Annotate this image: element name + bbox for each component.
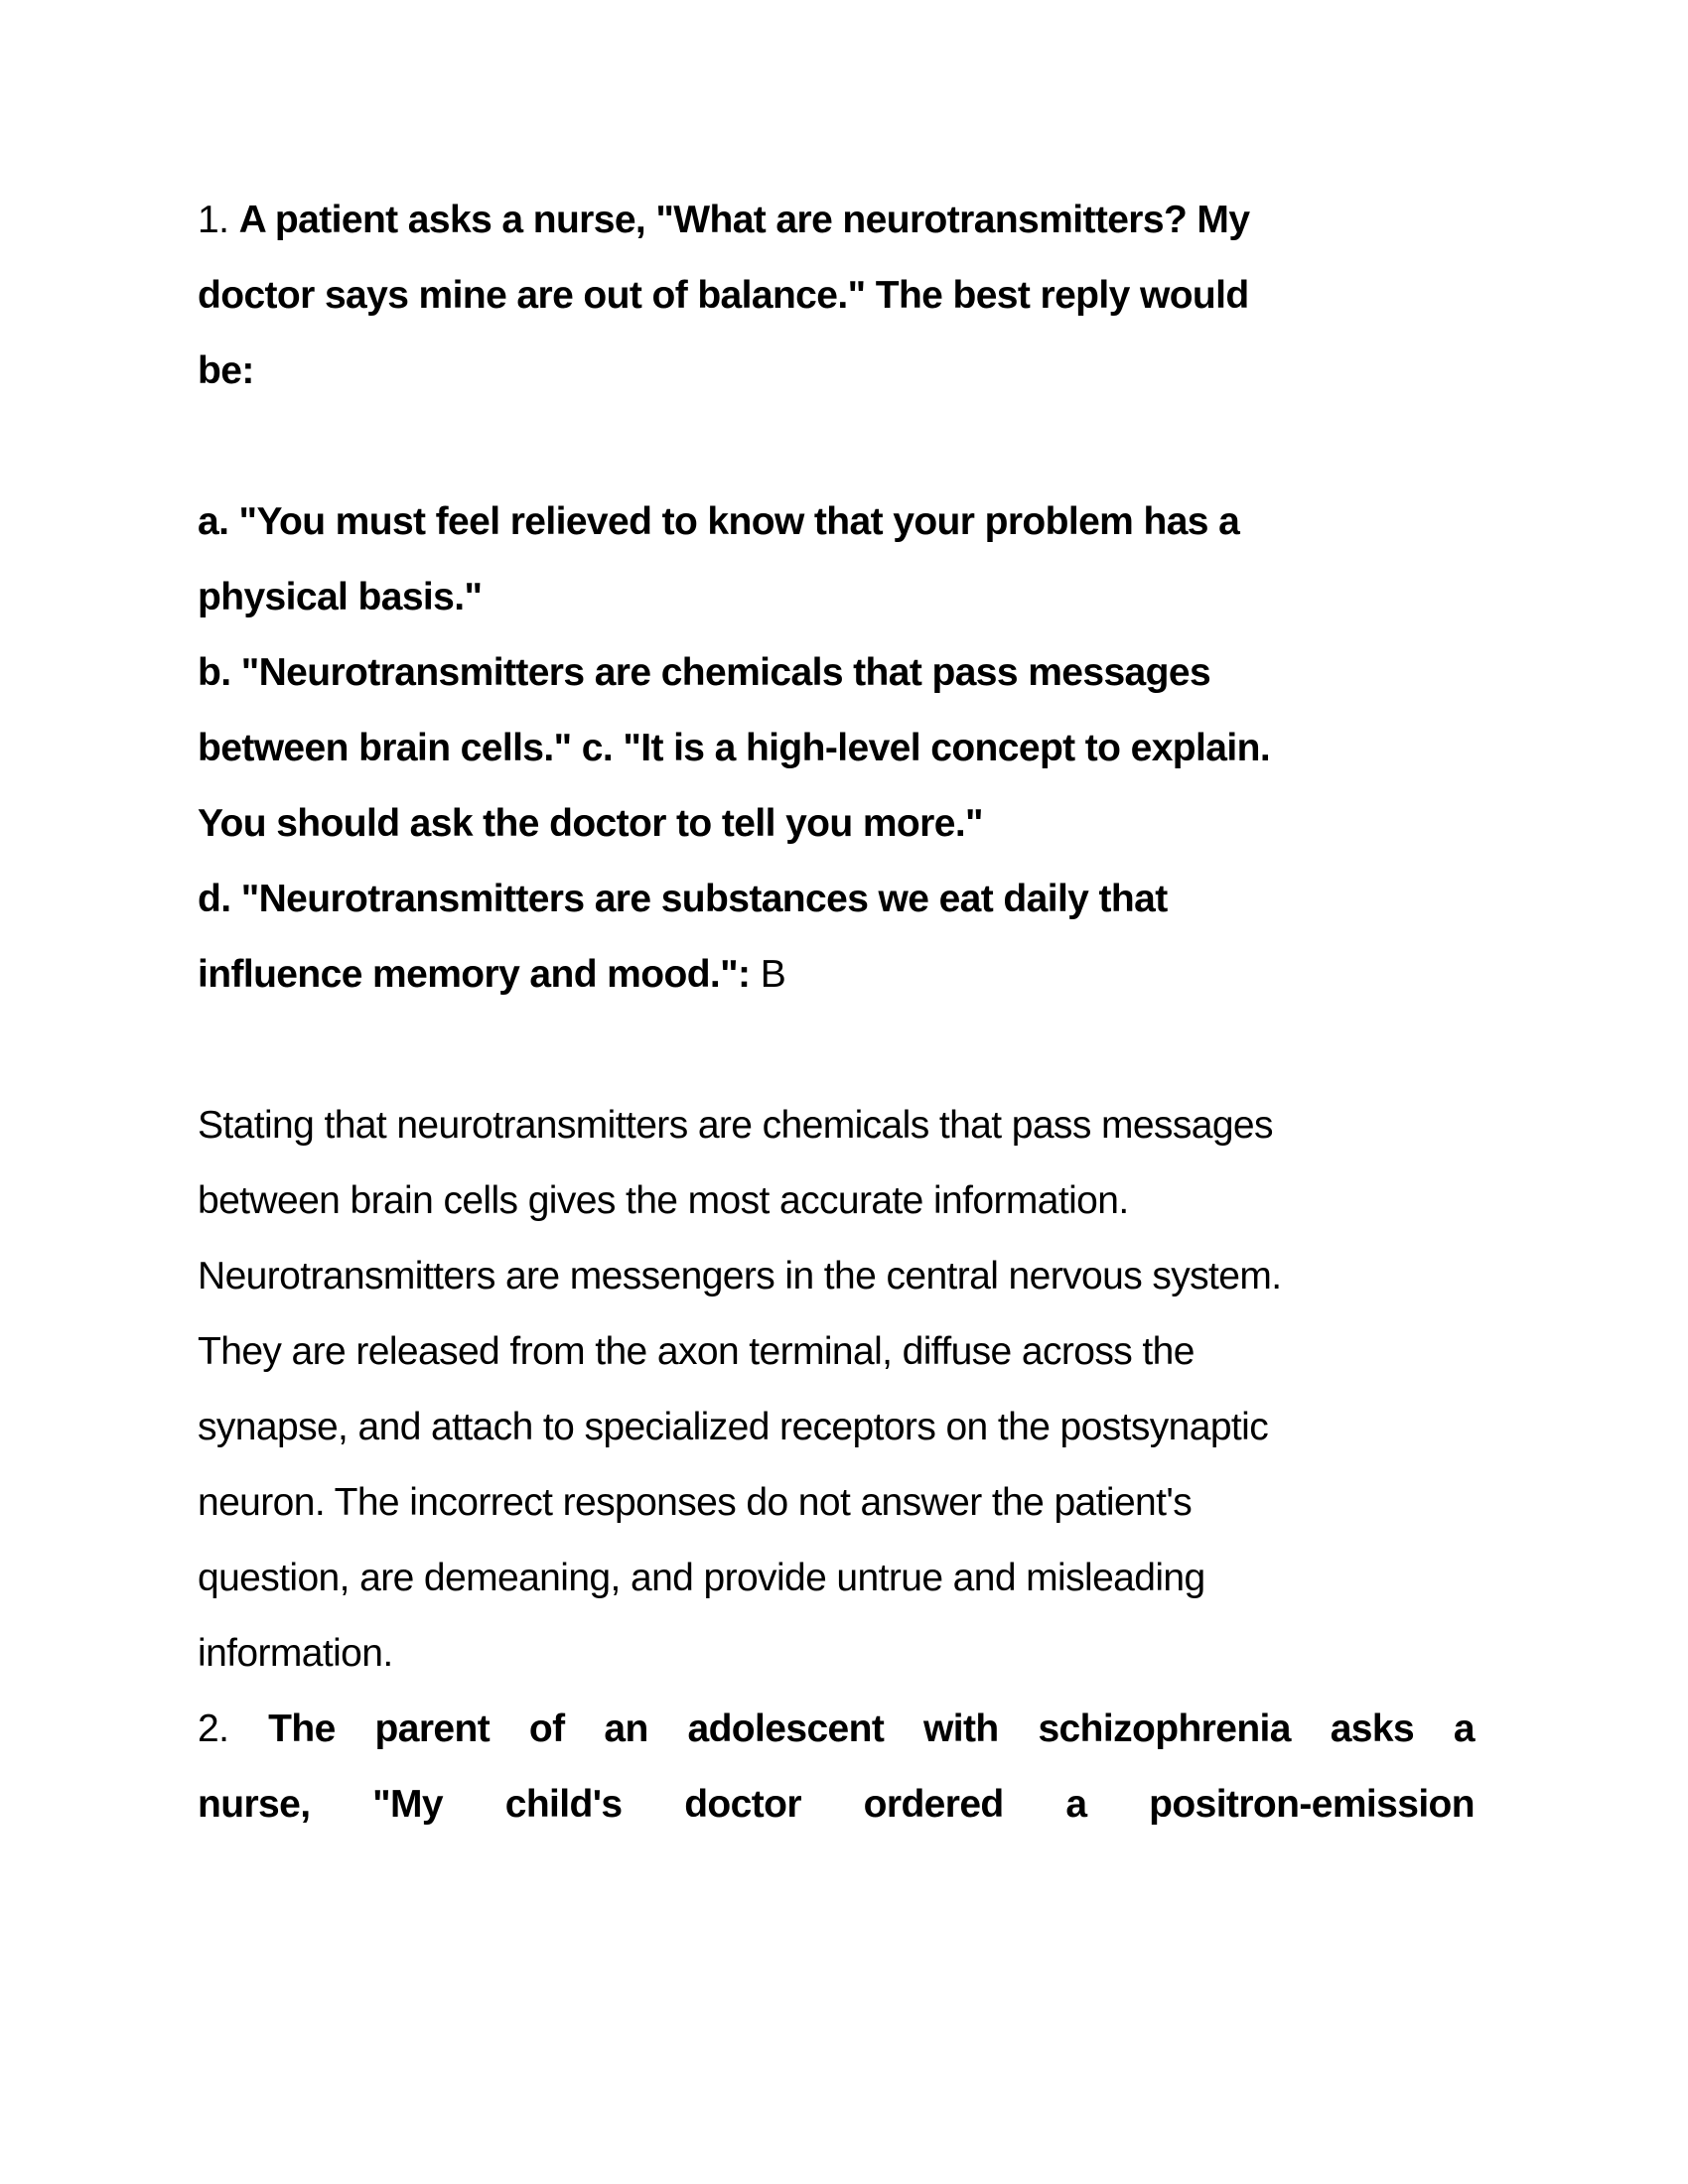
answer-key: B xyxy=(760,953,786,996)
question-1-stem-line: be: xyxy=(198,349,254,392)
stem-text: The parent of an adolescent with schizophrenia asks a xyxy=(268,1707,1475,1750)
option-line: b. "Neurotransmitters are chemicals that pass messages xyxy=(198,651,1211,694)
option-line: physical basis." xyxy=(198,576,483,618)
blank-line xyxy=(198,1013,1475,1088)
option-line: between brain cells." c. "It is a high-level concept to explain. xyxy=(198,727,1271,769)
blank-line xyxy=(198,409,1475,484)
rationale-line: question, are demeaning, and provide untrue and misleading xyxy=(198,1557,1205,1599)
document-page xyxy=(198,183,1475,1843)
rationale-line: They are released from the axon terminal, diffuse across the xyxy=(198,1330,1195,1373)
option-line xyxy=(198,937,1475,1013)
option-line: You should ask the doctor to tell you more." xyxy=(198,802,983,845)
option-line: a. "You must feel relieved to know that your problem has a xyxy=(198,500,1240,543)
rationale-line: Neurotransmitters are messengers in the central nervous system. xyxy=(198,1255,1282,1297)
question-number: 1. xyxy=(198,199,229,241)
question-1-stem-line: doctor says mine are out of balance." The best reply would xyxy=(198,274,1249,317)
option-line: d. "Neurotransmitters are substances we eat daily that xyxy=(198,878,1168,920)
stem-text: A patient asks a nurse, "What are neurotransmitters? My xyxy=(238,199,1250,241)
question-1-stem-line xyxy=(198,183,1475,258)
rationale-line: neuron. The incorrect responses do not answer the patient's xyxy=(198,1481,1193,1524)
rationale-line: information. xyxy=(198,1632,393,1675)
question-2-stem-line: nurse, "My child's doctor ordered a positron-emission xyxy=(198,1783,1475,1826)
question-number: 2. xyxy=(198,1707,229,1750)
rationale-line: Stating that neurotransmitters are chemicals that pass messages xyxy=(198,1104,1273,1147)
option-text: influence memory and mood.": xyxy=(198,953,751,996)
rationale-line: synapse, and attach to specialized receptors on the postsynaptic xyxy=(198,1406,1269,1448)
rationale-line: between brain cells gives the most accurate information. xyxy=(198,1179,1129,1222)
question-2-stem-line xyxy=(198,1692,1475,1767)
